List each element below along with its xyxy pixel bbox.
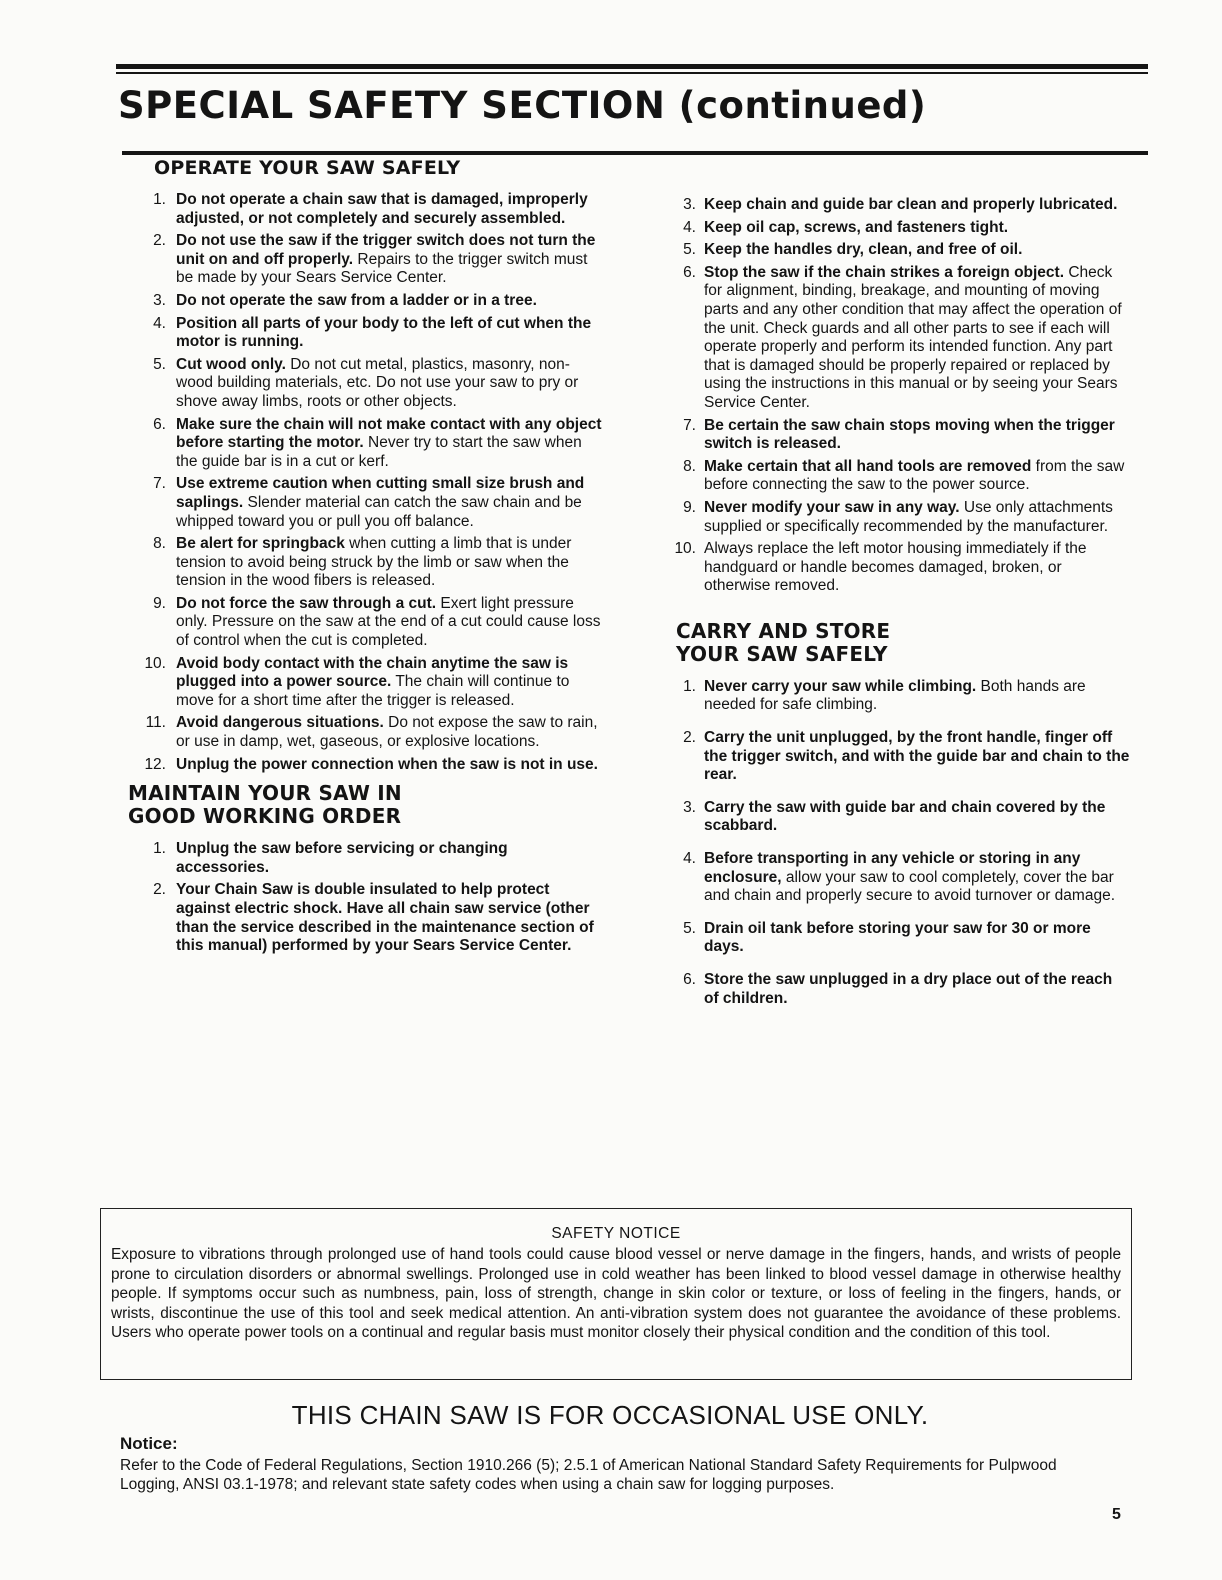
list-item — [126, 356, 604, 412]
item-number: 1. — [153, 191, 166, 208]
list-item — [668, 850, 1130, 906]
top-rule-thin — [116, 72, 1148, 74]
item-bold: Make certain that all hand tools are removed — [704, 457, 1032, 475]
item-bold: Position all parts of your body to the left of cut when the motor is running. — [176, 314, 592, 351]
page-title: SPECIAL SAFETY SECTION (continued) — [118, 84, 927, 127]
maintain-heading — [128, 782, 604, 828]
item-text: Repairs to the trigger switch must be made by your Sears Service Center. — [176, 250, 588, 287]
item-bold: Make sure the chain will not make contact with any object before starting the motor. — [176, 415, 602, 452]
list-item — [668, 920, 1130, 957]
item-number: 4. — [683, 850, 696, 868]
item-bold: Be alert for springback — [176, 535, 345, 553]
list-item — [126, 535, 604, 591]
item-number: 10. — [674, 540, 696, 558]
item-number: 6. — [683, 263, 696, 281]
item-number: 2. — [153, 232, 166, 250]
title-rule — [122, 151, 1148, 155]
list-item — [126, 840, 604, 877]
item-number: 11. — [145, 714, 166, 732]
item-number: 3. — [683, 196, 696, 213]
carry-list — [668, 678, 1130, 1008]
item-number: 9. — [683, 498, 696, 516]
item-number: 5. — [683, 919, 696, 937]
item-bold: Before transporting in any vehicle or storing in any enclosure, — [704, 850, 1081, 886]
list-item — [126, 881, 604, 955]
safety-notice-text: Exposure to vibrations through prolonged use of hand tools could cause blood vessel or nerve damage in the fingers, hands, and wrists of people prone to circulation disorders or abnormal swellings. Prolonged use in cold weather has been linked to blood vessel damage in otherwise healthy people. If symptoms occur such as numbness, pain, loss of strength, change in skin color or texture, or loss of feeling in the fingers, hands, or wrists, discontinue the use of this tool and seek medical attention. An anti-vibration system does not guarantee the avoidance of these problems. Users who operate power tools on a continual and regular basis must monitor closely their physical condition and the condition of this tool. — [111, 1246, 1121, 1342]
list-item — [126, 292, 604, 311]
item-bold: Your Chain Saw is double insulated to help protect against electric shock. Have all chain saw service (other than the service described in the maintenance section of this manual) performed by your Sears Service Center. — [176, 881, 594, 955]
notice-text: Refer to the Code of Federal Regulations, Section 1910.266 (5); 2.5.1 of American National Standard Safety Requirements for Pulpwood Logging, ANSI 03.1-1978; and relevant state safety codes when using a chain saw for logging purposes. — [120, 1457, 1057, 1493]
operate-list — [126, 191, 604, 774]
item-bold: Stop the saw if the chain strikes a foreign object. — [704, 263, 1065, 281]
item-bold: Do not force the saw through a cut. — [176, 594, 437, 612]
item-number: 2. — [683, 729, 696, 747]
safety-notice-box — [100, 1208, 1132, 1380]
right-column — [668, 196, 1130, 1022]
item-text: allow your saw to cool completely, cover the bar and chain and properly secure to avoid turnover or damage. — [704, 868, 1115, 905]
list-item — [668, 499, 1130, 536]
safety-notice-heading: SAFETY NOTICE — [551, 1225, 681, 1242]
item-bold: Carry the saw with guide bar and chain covered by the scabbard. — [704, 798, 1106, 835]
item-number: 10. — [144, 654, 166, 672]
item-bold: Keep the handles dry, clean, and free of oil. — [704, 241, 1023, 259]
item-bold: Do not use the saw if the trigger switch does not turn the unit on and off properly. — [176, 232, 596, 268]
carry-heading-line1: CARRY AND STORE — [676, 618, 891, 643]
item-bold: Do not operate a chain saw that is damaged, improperly adjusted, or not completely and securely assembled. — [176, 191, 588, 227]
item-number: 3. — [153, 291, 166, 309]
item-number: 4. — [153, 314, 166, 332]
item-number: 7. — [683, 416, 696, 434]
item-number: 8. — [153, 535, 166, 553]
item-bold: Drain oil tank before storing your saw for 30 or more days. — [704, 919, 1091, 956]
item-bold: Unplug the saw before servicing or changing accessories. — [176, 840, 508, 876]
item-number: 1. — [683, 677, 696, 695]
operate-heading: OPERATE YOUR SAW SAFELY — [154, 157, 461, 179]
item-bold: Never carry your saw while climbing. — [704, 677, 977, 695]
item-number: 2. — [153, 881, 166, 899]
page-number: 5 — [1112, 1506, 1121, 1523]
list-item — [668, 264, 1130, 413]
list-item — [668, 729, 1130, 785]
maintain-heading-line2: GOOD WORKING ORDER — [128, 804, 402, 829]
carry-heading — [676, 620, 1130, 666]
list-item — [668, 799, 1130, 836]
item-text: Exert light pressure only. Pressure on the saw at the end of a cut could cause loss of control when the cut is completed. — [176, 594, 601, 650]
carry-heading-line2: YOUR SAW SAFELY — [676, 641, 888, 666]
item-text: Use only attachments supplied or specifically recommended by the manufacturer. — [704, 498, 1113, 535]
item-bold: Avoid body contact with the chain anytime the saw is plugged into a power source. — [176, 654, 569, 691]
left-column — [126, 158, 604, 960]
item-bold: Do not operate the saw from a ladder or in a tree. — [176, 291, 537, 309]
item-text: The chain will continue to move for a short time after the trigger is released. — [176, 673, 570, 709]
top-rule — [116, 64, 1148, 69]
item-bold: Store the saw unplugged in a dry place out of the reach of children. — [704, 971, 1113, 1007]
item-text: Never try to start the saw when the guide bar is in a cut or kerf. — [176, 434, 582, 470]
occasional-use-banner: THIS CHAIN SAW IS FOR OCCASIONAL USE ONLY. — [291, 1400, 929, 1430]
item-bold: Keep chain and guide bar clean and properly lubricated. — [704, 196, 1118, 213]
maintain-heading-line1: MAINTAIN YOUR SAW IN — [128, 781, 402, 806]
list-item — [668, 219, 1130, 238]
item-text: from the saw before connecting the saw to the power source. — [704, 457, 1125, 494]
item-number: 12. — [144, 755, 166, 773]
item-text: when cutting a limb that is under tension to avoid being struck by the limb or saw when the tension in the wood fibers is released. — [176, 535, 572, 590]
item-number: 8. — [683, 457, 696, 475]
item-bold: Cut wood only. — [176, 355, 286, 373]
item-bold: Unplug the power connection when the saw is not in use. — [176, 755, 598, 773]
item-number: 6. — [683, 971, 696, 988]
item-number: 3. — [683, 798, 696, 816]
list-item — [126, 315, 604, 352]
list-item — [126, 191, 604, 228]
item-number: 5. — [153, 355, 166, 373]
list-item — [668, 241, 1130, 260]
item-text: Check for alignment, binding, breakage, and mounting of moving parts and any other condition that may affect the operation of the unit. Check guards and all other parts to see if each will operate properly and perform its intended function. Any part that is damaged should be properly repaired or replaced by using the instructions in this manual or by seeing your Sears Service Center. — [704, 263, 1122, 411]
item-bold: Use extreme caution when cutting small size brush and saplings. — [176, 475, 585, 511]
list-item — [668, 458, 1130, 495]
list-item — [126, 232, 604, 288]
list-item — [126, 756, 604, 775]
item-number: 7. — [153, 475, 166, 493]
list-item — [126, 416, 604, 472]
item-number: 1. — [153, 840, 166, 858]
item-bold: Keep oil cap, screws, and fasteners tight. — [704, 218, 1009, 236]
item-text: Do not expose the saw to rain, or use in damp, wet, gaseous, or explosive locations. — [176, 714, 598, 751]
notice-label: Notice: — [120, 1434, 178, 1453]
maintain-list-right — [668, 196, 1130, 596]
item-number: 4. — [683, 218, 696, 236]
list-item — [126, 655, 604, 711]
list-item — [668, 196, 1130, 215]
item-bold: Be certain the saw chain stops moving when the trigger switch is released. — [704, 416, 1115, 453]
list-item — [126, 595, 604, 651]
list-item — [126, 475, 604, 531]
maintain-list-left — [126, 840, 604, 956]
item-number: 6. — [153, 415, 166, 433]
list-item — [668, 417, 1130, 454]
list-item — [668, 678, 1130, 715]
item-text: Always replace the left motor housing immediately if the handguard or handle becomes damaged, broken, or otherwise removed. — [704, 540, 1087, 595]
item-number: 9. — [153, 594, 166, 612]
item-text: Do not cut metal, plastics, masonry, non-wood building materials, etc. Do not use your saw to pry or shove away limbs, roots or other objects. — [176, 355, 579, 410]
list-item — [668, 971, 1130, 1008]
item-text: Slender material can catch the saw chain and be whipped toward you or pull you off balance. — [176, 493, 582, 530]
item-bold: Carry the unit unplugged, by the front handle, finger off the trigger switch, and with the guide bar and chain to the rear. — [704, 729, 1130, 784]
list-item — [126, 714, 604, 751]
item-text: Both hands are needed for safe climbing. — [704, 677, 1086, 714]
item-bold: Avoid dangerous situations. — [176, 714, 384, 732]
item-bold: Never modify your saw in any way. — [704, 498, 960, 516]
item-number: 5. — [683, 241, 696, 259]
list-item — [668, 540, 1130, 596]
